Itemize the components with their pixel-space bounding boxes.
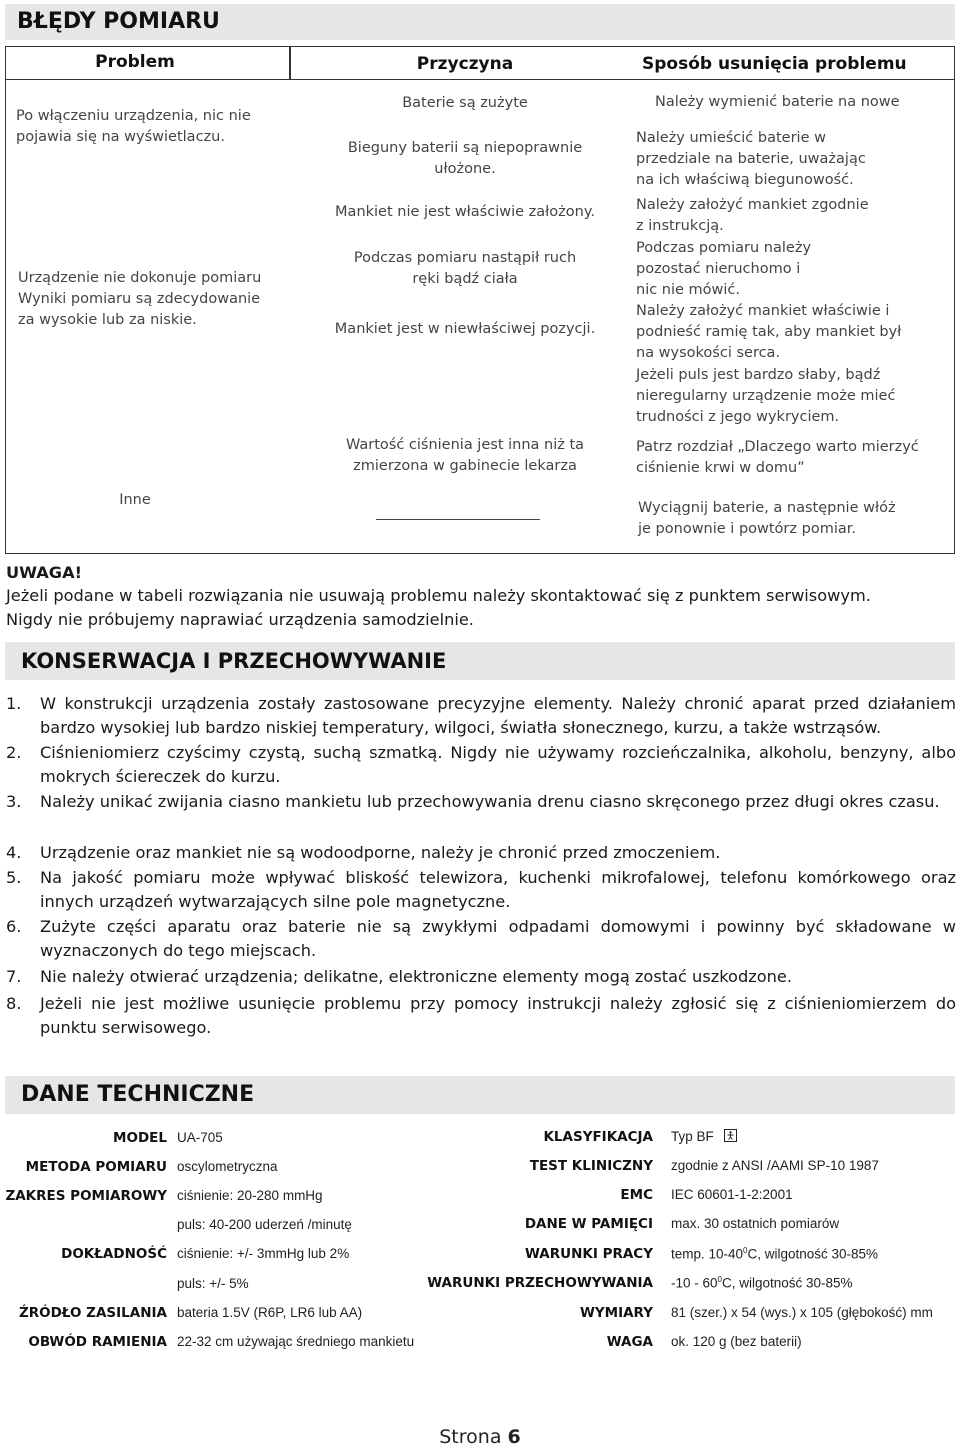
spec-value-clinical: zgodnie z ANSI /AAMI SP-10 1987 xyxy=(671,1158,879,1173)
cause-cuff-wrong: Mankiet nie jest właściwie założony. xyxy=(335,204,595,220)
spec-value-working: temp. $10-40^0C$, wilgotność 30-85% xyxy=(671,1246,879,1262)
errors-title: BŁĘDY POMIARU xyxy=(17,9,220,34)
solution-see-chapter: Patrz rozdział „Dlaczego warto mierzyć ciśnienie krwi w domu” xyxy=(636,439,919,476)
spec-label-weight: WAGA xyxy=(606,1334,653,1350)
section-title-errors xyxy=(5,4,955,40)
spec-value-accuracy-pulse: puls: +/- 5% xyxy=(177,1276,249,1291)
solution-cuff-heart-level: Należy założyć mankiet właściwie i podnieść ramię tak, aby mankiet był na wysokości serca. xyxy=(636,303,902,361)
page-number: 6 xyxy=(507,1426,521,1448)
spec-value-classification: Typ BF xyxy=(671,1129,737,1144)
solution-reinsert-batteries: Wyciągnij baterie, a następnie włóż je ponownie i powtórz pomiar. xyxy=(638,500,896,537)
cause-battery-polarity: Bieguny baterii są niepoprawnie ułożone. xyxy=(347,140,583,177)
warning-block xyxy=(6,562,956,632)
solution-stay-still: Podczas pomiaru należy pozostać nieruchomo i nic nie mówić. xyxy=(636,240,812,298)
bf-symbol-icon xyxy=(724,1129,737,1142)
cause-movement: Podczas pomiaru nastąpił ruch ręki bądź ciała xyxy=(353,250,577,287)
section-title-specs xyxy=(5,1076,955,1114)
spec-value-range-pulse: puls: 40-200 uderzeń /minutę xyxy=(177,1217,352,1232)
spec-label-working: WARUNKI PRACY xyxy=(525,1246,653,1262)
column-divider xyxy=(289,47,291,79)
solution-weak-pulse: Jeżeli puls jest bardzo słaby, bądź nieregularny urządzenie może mieć trudności z jego wykryciem. xyxy=(636,367,896,425)
spec-value-memory: max. 30 ostatnich pomiarów xyxy=(671,1216,840,1231)
spec-label-arm: OBWÓD RAMIENIA xyxy=(28,1334,167,1350)
spec-label-accuracy: DOKŁADNOŚĆ xyxy=(61,1246,167,1262)
header-solution: Sposób usunięcia problemu xyxy=(642,54,907,74)
spec-value-arm: 22-32 cm używając średniego mankietu xyxy=(177,1334,415,1349)
section-title-maintenance xyxy=(5,642,955,680)
spec-value-dimensions: 81 (szer.) x 54 (wys.) x 105 (głębokość) mm xyxy=(671,1305,933,1320)
spec-value-power: bateria 1.5V (R6P, LR6 lub AA) xyxy=(177,1305,363,1320)
problem-no-display: Po włączeniu urządzenia, nic nie pojawia się na wyświetlaczu. xyxy=(16,108,251,145)
spec-label-power: ŹRÓDŁO ZASILANIA xyxy=(18,1305,167,1321)
header-cause: Przyczyna xyxy=(416,54,514,74)
page-label: Strona xyxy=(439,1426,502,1448)
spec-label-storage: WARUNKI PRZECHOWYWANIA xyxy=(427,1275,653,1291)
spec-value-storage: $-10 - 60^0C$, wilgotność 30-85% xyxy=(671,1275,853,1291)
spec-value-weight: ok. 120 g (bez baterii) xyxy=(671,1334,802,1349)
cause-pressure-differs: Wartość ciśnienia jest inna niż ta zmierzona w gabinecie lekarza xyxy=(345,437,585,474)
warning-line: Nigdy nie próbujemy naprawiać urządzenia samodzielnie. xyxy=(6,610,474,629)
maintenance-title: KONSERWACJA I PRZECHOWYWANIE xyxy=(21,649,447,673)
solution-put-cuff: Należy założyć mankiet zgodnie z instrukcją. xyxy=(636,197,869,234)
spec-label-method: METODA POMIARU xyxy=(25,1159,167,1175)
spec-label-emc: EMC xyxy=(620,1187,653,1203)
spec-label-dimensions: WYMIARY xyxy=(579,1305,653,1321)
warning-line: Jeżeli podane w tabeli rozwiązania nie usuwają problemu należy skontaktować się z punktem serwisowym. xyxy=(6,586,871,605)
solution-replace-batteries: Należy wymienić baterie na nowe xyxy=(655,94,900,110)
page-footer xyxy=(0,1426,960,1448)
spec-value-range-pressure: ciśnienie: 20-280 mmHg xyxy=(177,1188,323,1203)
spec-value-accuracy-pressure: ciśnienie: +/- 3mmHg lub 2% xyxy=(177,1246,350,1261)
problem-no-measurement: Urządzenie nie dokonuje pomiaru Wyniki pomiaru są zdecydowanie za wysokie lub za niskie. xyxy=(18,270,262,328)
spec-value-emc: IEC 60601-1-2:2001 xyxy=(671,1187,793,1202)
spec-label-range: ZAKRES POMIAROWY xyxy=(5,1188,167,1204)
problem-other: Inne xyxy=(119,492,151,508)
specs-title: DANE TECHNICZNE xyxy=(21,1082,255,1107)
spec-label-memory: DANE W PAMIĘCI xyxy=(524,1216,653,1232)
spec-label-model: MODEL xyxy=(113,1130,167,1146)
cause-cuff-position: Mankiet jest w niewłaściwej pozycji. xyxy=(334,321,596,337)
solution-insert-batteries: Należy umieścić baterie w przedziale na baterie, uważając na ich właściwą biegunowość. xyxy=(636,130,866,188)
cause-batteries-used: Baterie są zużyte xyxy=(402,95,528,111)
spec-value-method: oscylometryczna xyxy=(177,1159,278,1174)
header-problem: Problem xyxy=(95,52,175,72)
cause-blank-line xyxy=(376,519,540,520)
spec-label-clinical: TEST KLINICZNY xyxy=(529,1158,653,1174)
spec-value-model: UA-705 xyxy=(177,1130,223,1145)
spec-label-classification: KLASYFIKACJA xyxy=(543,1129,653,1145)
warning-title: UWAGA! xyxy=(6,563,82,582)
